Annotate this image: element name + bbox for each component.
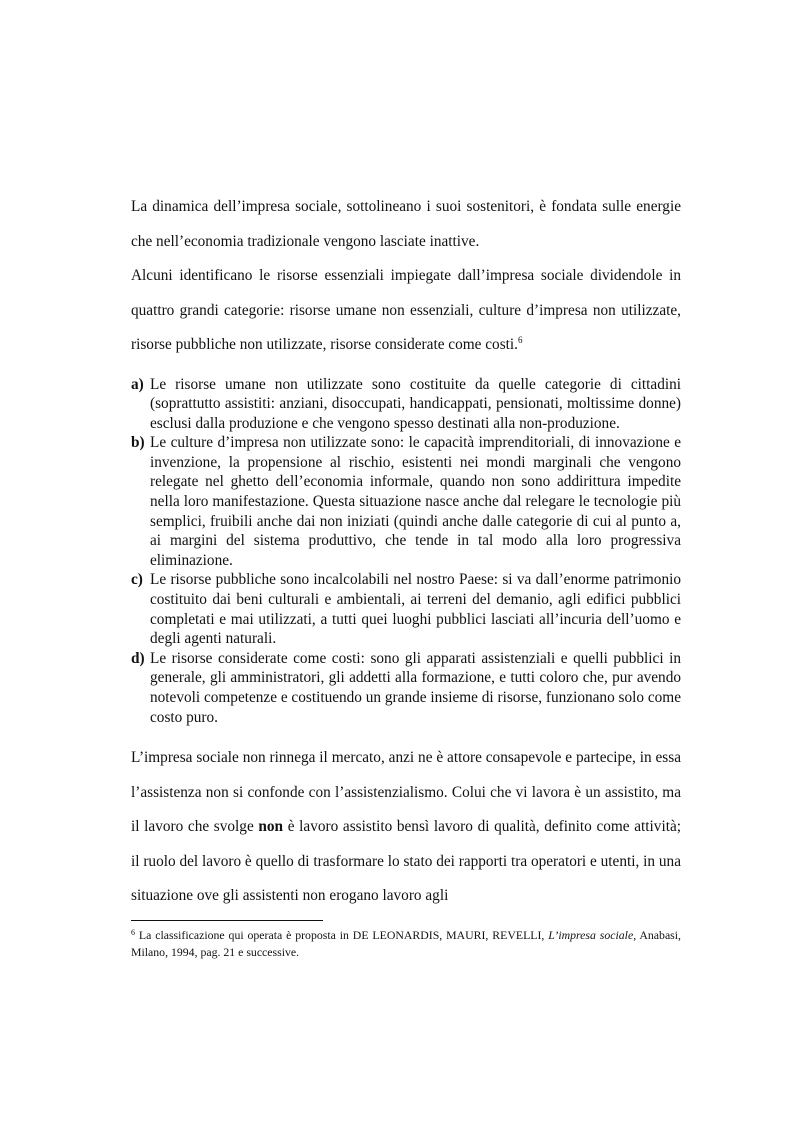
paragraph-market <box>131 741 681 914</box>
footnote-reference: 6 <box>517 335 523 345</box>
footnote-text-before: La classificazione qui operata è proposta in DE LEONARDIS, MAURI, REVELLI, <box>135 927 549 942</box>
list-item-text: Le culture d’impresa non utilizzate sono: le capacità imprenditoriali, di innovazione e invenzione, la propensione al rischio, esistenti nei mondi marginali che vengono relegate nel ghetto dell’economia informale, quando non sono addirittura impedite nella loro manifestazione. Questa situazione nasce anche dal relegare le tecnologie più semplici, fruibili anche dai non iniziati (quindi anche dalle categorie di cui al punto a, ai margini del sistema produttivo, che tende in tal modo alla loro progressiva eliminazione. <box>150 434 681 569</box>
paragraph-market-text-before: L’impresa sociale non rinnega il mercato, anzi ne è attore consapevole e partecipe, in essa l’assistenza non si confonde con l’assistenzialismo. Colui che vi lavora è un assistito, ma il lavoro che svolge <box>131 749 681 836</box>
paragraph-resources-text: Alcuni identificano le risorse essenziali impiegate dall’impresa sociale dividendole in quattro grandi categorie: risorse umane non essenziali, culture d’impresa non utilizzate, risorse pubbliche non utilizzate, risorse considerate come costi. <box>131 267 681 353</box>
footnote-number: 6 <box>131 927 135 937</box>
footnote <box>131 927 681 961</box>
list-item-marker: c) <box>131 571 143 589</box>
list-item <box>131 433 681 570</box>
paragraph-resources <box>131 259 681 363</box>
footnote-divider <box>131 920 323 921</box>
paragraph-market-text-after: è lavoro assistito bensì lavoro di qualità, definito come attività; il ruolo del lavoro è quello di trasformare lo stato dei rapporti tra operatori e utenti, in una situazione ove gli assistenti non erogano lavoro agli <box>131 818 681 905</box>
paragraph-market-bold: non <box>258 818 284 836</box>
list-item <box>131 375 681 434</box>
footnote-book-title: L’impresa sociale, <box>548 927 637 942</box>
resource-list <box>131 375 681 728</box>
paragraph-intro-text: La dinamica dell’impresa sociale, sottolineano i suoi sostenitori, è fondata sulle energie che nell’economia tradizionale vengono lasciate inattive. <box>131 198 681 250</box>
footnote-text-after: Anabasi, Milano, 1994, pag. 21 e successive. <box>131 927 682 959</box>
list-item-text: Le risorse pubbliche sono incalcolabili nel nostro Paese: si va dall’enorme patrimonio costituito dai beni culturali e ambientali, ai terreni del demanio, agli edifici pubblici completati e mai utilizzati, a tutti quei luoghi pubblici lasciati all’incuria dell’uomo e degli agenti naturali. <box>150 571 681 648</box>
list-item-marker: d) <box>131 649 145 667</box>
list-item-text: Le risorse umane non utilizzate sono costituite da quelle categorie di cittadini (soprattutto assistiti: anziani, disoccupati, handicappati, pensionati, moltissime donne) esclusi dalla produzione e che vengono spesso destinati alla non-produzione. <box>150 375 681 432</box>
list-item-marker: a) <box>131 375 144 393</box>
list-item-marker: b) <box>131 434 145 452</box>
paragraph-intro <box>131 190 681 259</box>
list-item <box>131 570 681 648</box>
list-item <box>131 649 681 727</box>
list-item-text: Le risorse considerate come costi: sono gli apparati assistenziali e quelli pubblici in generale, gli amministratori, gli addetti alla formazione, e tutti coloro che, pur avendo notevoli competenze e costituendo un grande insieme di risorse, funzionano solo come costo puro. <box>150 649 681 726</box>
document-page <box>131 190 681 961</box>
